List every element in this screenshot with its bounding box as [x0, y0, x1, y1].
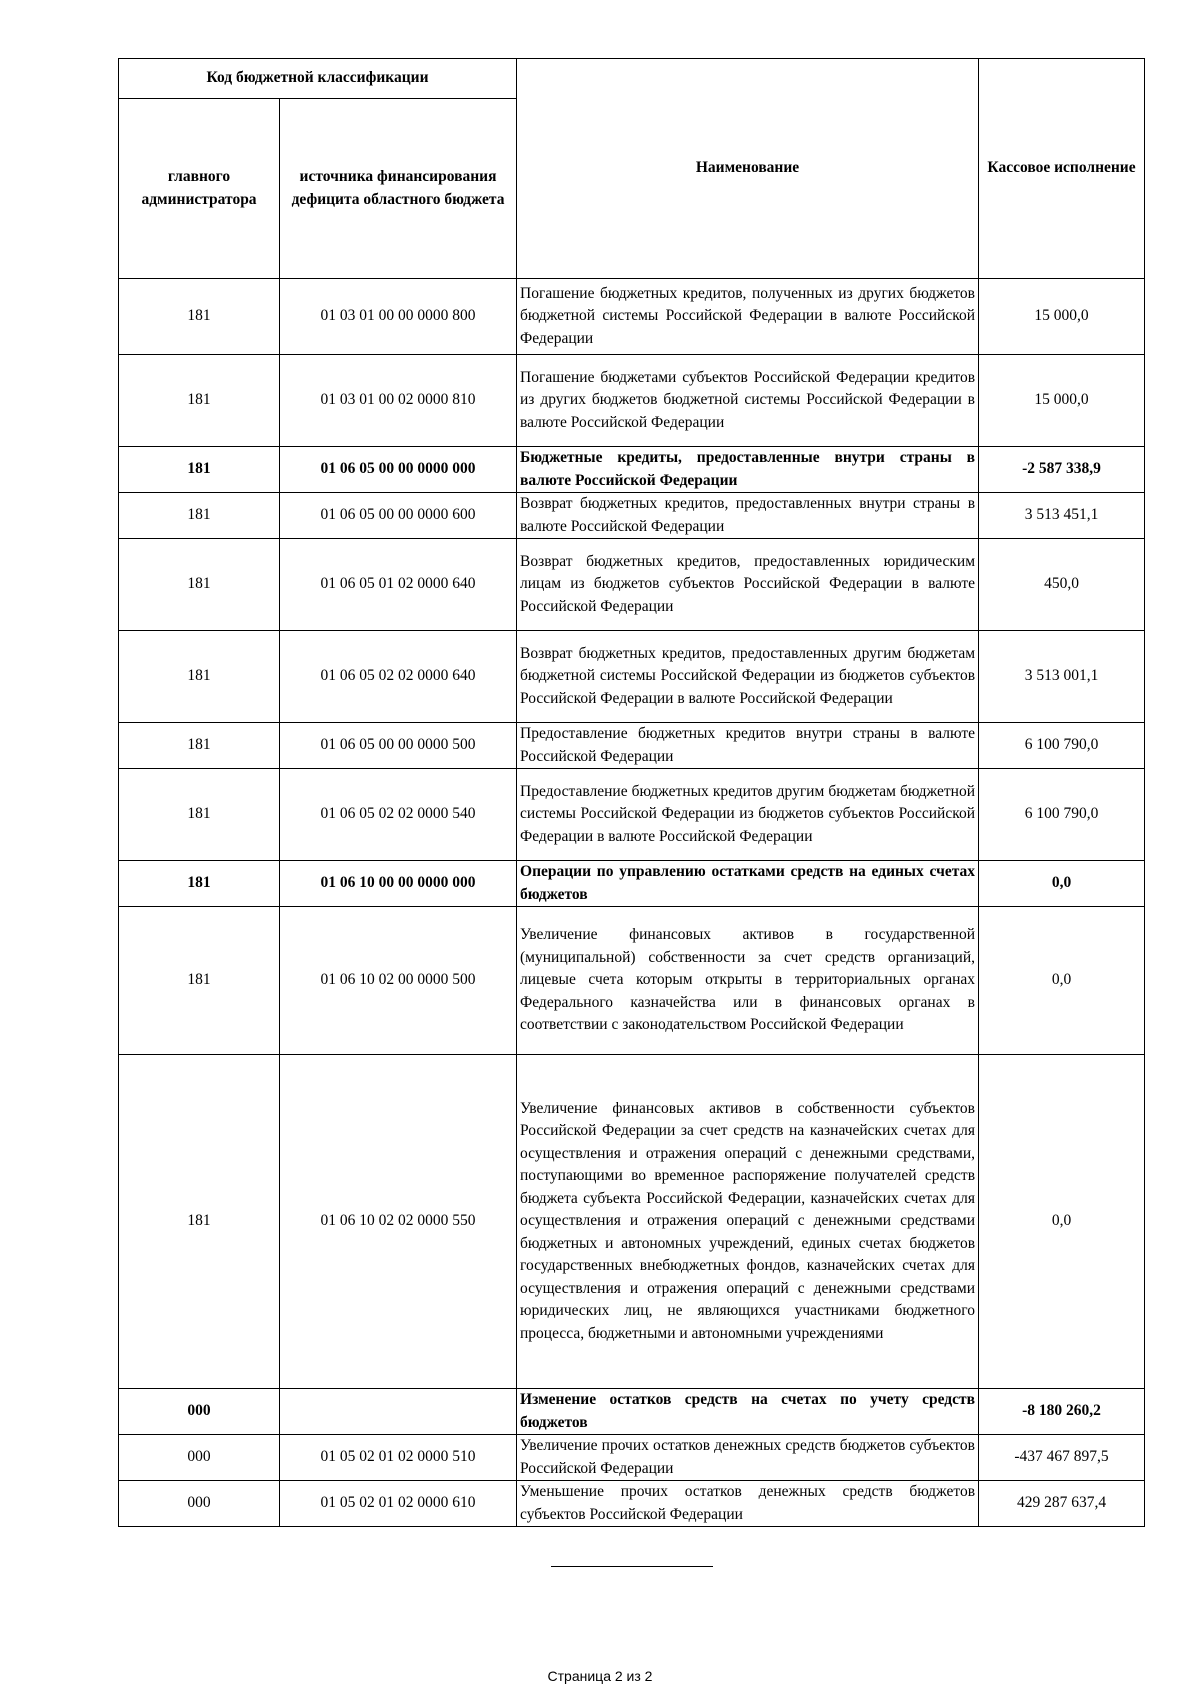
name-cell: Возврат бюджетных кредитов, предоставленных внутри страны в валюте Российской Федерации — [517, 493, 979, 539]
name-cell: Увеличение финансовых активов в собственности субъектов Российской Федерации за счет средств на казначейских счетах для осуществления и отражения операций с денежными средствами, поступающими во временное распоряжение получателей средств бюджета субъекта Российской Федерации, казначейских счетах для осуществления и отражения операций с денежными средствами бюджетных и автономных учреждений, единых счетах бюджетов государственных внебюджетных фондов, казначейских счетах для осуществления и отражения операций с денежными средствами юридических лиц, не являющихся участниками бюджетного процесса, бюджетными и автономными учреждениями — [517, 1055, 979, 1389]
table-row — [119, 1435, 1145, 1481]
admin-code-cell: 181 — [119, 493, 280, 539]
execution-value-cell: 0,0 — [979, 907, 1145, 1055]
name-cell: Возврат бюджетных кредитов, предоставленных юридическим лицам из бюджетов субъектов Российской Федерации в валюте Российской Федерации — [517, 539, 979, 631]
table-row — [119, 723, 1145, 769]
admin-code-cell: 181 — [119, 279, 280, 355]
admin-code-cell: 181 — [119, 907, 280, 1055]
source-code-cell: 01 03 01 00 00 0000 800 — [280, 279, 517, 355]
source-code-cell: 01 06 05 00 00 0000 600 — [280, 493, 517, 539]
admin-code-cell: 181 — [119, 539, 280, 631]
admin-code-cell: 181 — [119, 447, 280, 493]
source-code-cell: 01 06 10 00 00 0000 000 — [280, 861, 517, 907]
page-number: Страница 2 из 2 — [547, 1668, 653, 1684]
name-cell: Предоставление бюджетных кредитов другим бюджетам бюджетной системы Российской Федерации из бюджетов субъектов Российской Федерации в валюте Российской Федерации — [517, 769, 979, 861]
admin-code-cell: 000 — [119, 1389, 280, 1435]
execution-value-cell: 6 100 790,0 — [979, 723, 1145, 769]
name-cell: Увеличение прочих остатков денежных средств бюджетов субъектов Российской Федерации — [517, 1435, 979, 1481]
table-row — [119, 1389, 1145, 1435]
table-row — [119, 539, 1145, 631]
source-code-cell: 01 05 02 01 02 0000 610 — [280, 1481, 517, 1527]
execution-value-cell: -437 467 897,5 — [979, 1435, 1145, 1481]
header-deficit-source: источника финансирования дефицита областного бюджета — [280, 99, 517, 279]
source-code-cell: 01 06 05 01 02 0000 640 — [280, 539, 517, 631]
header-budget-classification-code: Код бюджетной классификации — [119, 59, 517, 99]
admin-code-cell: 181 — [119, 861, 280, 907]
name-cell: Уменьшение прочих остатков денежных средств бюджетов субъектов Российской Федерации — [517, 1481, 979, 1527]
admin-code-cell: 181 — [119, 769, 280, 861]
source-code-cell — [280, 1389, 517, 1435]
execution-value-cell: 450,0 — [979, 539, 1145, 631]
name-cell: Бюджетные кредиты, предоставленные внутри страны в валюте Российской Федерации — [517, 447, 979, 493]
table-row — [119, 907, 1145, 1055]
header-cash-execution: Кассовое исполнение — [979, 59, 1145, 279]
source-code-cell: 01 05 02 01 02 0000 510 — [280, 1435, 517, 1481]
execution-value-cell: 15 000,0 — [979, 279, 1145, 355]
table-row — [119, 631, 1145, 723]
header-chief-administrator: главного администратора — [119, 99, 280, 279]
name-cell: Изменение остатков средств на счетах по учету средств бюджетов — [517, 1389, 979, 1435]
execution-value-cell: 3 513 451,1 — [979, 493, 1145, 539]
name-cell: Операции по управлению остатками средств на единых счетах бюджетов — [517, 861, 979, 907]
execution-value-cell: -2 587 338,9 — [979, 447, 1145, 493]
admin-code-cell: 181 — [119, 1055, 280, 1389]
admin-code-cell: 181 — [119, 631, 280, 723]
footnote-divider — [551, 1566, 713, 1567]
name-cell: Увеличение финансовых активов в государственной (муниципальной) собственности за счет средств организаций, лицевые счета которым открыты в территориальных органах Федерального казначейства или в финансовых органах в соответствии с законодательством Российской Федерации — [517, 907, 979, 1055]
source-code-cell: 01 03 01 00 02 0000 810 — [280, 355, 517, 447]
execution-value-cell: 0,0 — [979, 861, 1145, 907]
source-code-cell: 01 06 05 00 00 0000 000 — [280, 447, 517, 493]
admin-code-cell: 000 — [119, 1435, 280, 1481]
source-code-cell: 01 06 10 02 00 0000 500 — [280, 907, 517, 1055]
table-row — [119, 279, 1145, 355]
admin-code-cell: 181 — [119, 355, 280, 447]
table-row — [119, 861, 1145, 907]
table-row — [119, 769, 1145, 861]
table-row — [119, 1481, 1145, 1527]
source-code-cell: 01 06 05 00 00 0000 500 — [280, 723, 517, 769]
source-code-cell: 01 06 05 02 02 0000 640 — [280, 631, 517, 723]
source-code-cell: 01 06 10 02 02 0000 550 — [280, 1055, 517, 1389]
name-cell: Предоставление бюджетных кредитов внутри страны в валюте Российской Федерации — [517, 723, 979, 769]
execution-value-cell: 15 000,0 — [979, 355, 1145, 447]
source-code-cell: 01 06 05 02 02 0000 540 — [280, 769, 517, 861]
execution-value-cell: 429 287 637,4 — [979, 1481, 1145, 1527]
budget-sources-table — [118, 58, 1145, 1527]
name-cell: Погашение бюджетных кредитов, полученных из других бюджетов бюджетной системы Российской Федерации в валюте Российской Федерации — [517, 279, 979, 355]
execution-value-cell: 3 513 001,1 — [979, 631, 1145, 723]
table-row — [119, 493, 1145, 539]
table-row — [119, 1055, 1145, 1389]
execution-value-cell: -8 180 260,2 — [979, 1389, 1145, 1435]
execution-value-cell: 6 100 790,0 — [979, 769, 1145, 861]
admin-code-cell: 181 — [119, 723, 280, 769]
execution-value-cell: 0,0 — [979, 1055, 1145, 1389]
table-row — [119, 355, 1145, 447]
header-name: Наименование — [517, 59, 979, 279]
admin-code-cell: 000 — [119, 1481, 280, 1527]
table-row — [119, 447, 1145, 493]
name-cell: Погашение бюджетами субъектов Российской Федерации кредитов из других бюджетов бюджетной системы Российской Федерации в валюте Российской Федерации — [517, 355, 979, 447]
name-cell: Возврат бюджетных кредитов, предоставленных другим бюджетам бюджетной системы Российской Федерации из бюджетов субъектов Российской Федерации в валюте Российской Федерации — [517, 631, 979, 723]
